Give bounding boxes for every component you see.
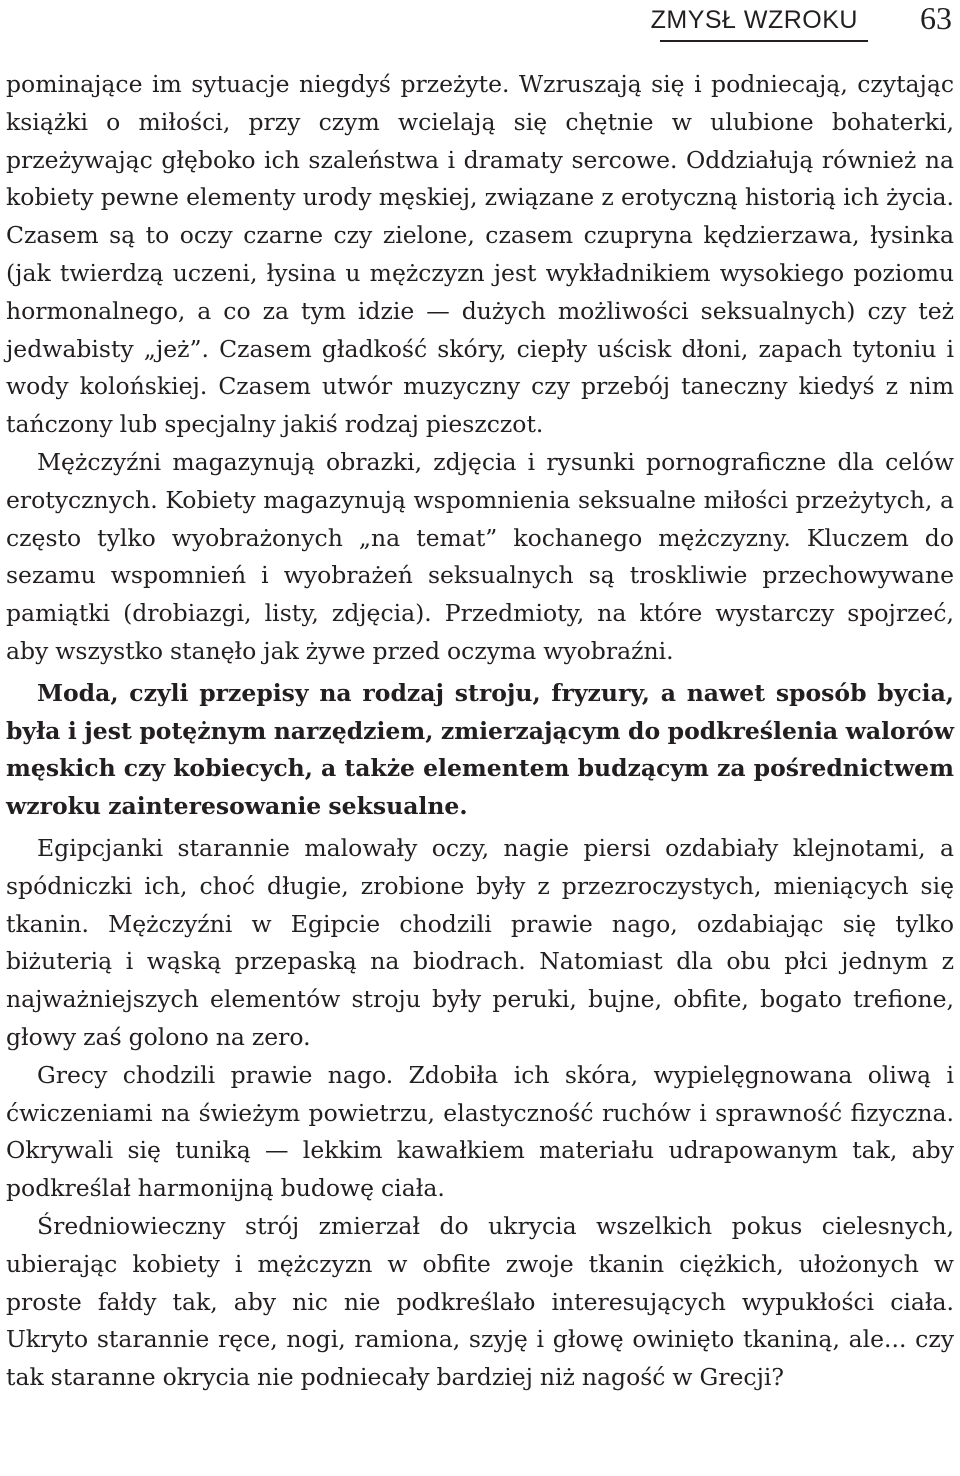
page-number: 63 bbox=[920, 0, 952, 36]
page-body bbox=[6, 66, 954, 1397]
running-head: ZMYSŁ WZROKU bbox=[650, 6, 858, 34]
page-header bbox=[0, 0, 960, 44]
paragraph-emphasis: Moda, czyli przepisy na rodzaj stroju, fryzury, a nawet sposób bycia, była i jest potężnym narzędziem, zmierzającym do podkreślenia walorów męskich czy kobiecych, a także elementem budzącym za pośrednictwem wzroku zainteresowanie seksualne. bbox=[6, 678, 954, 821]
header-rule bbox=[660, 40, 868, 42]
paragraph: Średniowieczny strój zmierzał do ukrycia wszelkich pokus cielesnych, ubierając kobiety i mężczyzn w obfite zwoje tkanin ciężkich, ułożonych w proste fałdy tak, aby nic nie podkreślało interesujących wypukłości ciała. Ukryto starannie ręce, nogi, ramiona, szyję i głowę owinięto tkaniną, ale... czy tak staranne okrycia nie podniecały bardziej niż nagość w Grecji? bbox=[6, 1211, 954, 1392]
paragraph: Egipcjanki starannie malowały oczy, nagie piersi ozdabiały klejnotami, a spódniczki ich, choć długie, zrobione były z przezroczystych, mieniących się tkanin. Mężczyźni w Egipcie chodzili prawie nago, ozdabiając się tylko biżuterią i wąską przepaską na biodrach. Natomiast dla obu płci jednym z najważniejszych elementów stroju były peruki, bujne, obfite, bogato trefione, głowy zaś golono na zero. bbox=[6, 833, 954, 1051]
paragraph-continuation: pominające im sytuacje niegdyś przeżyte. Wzruszają się i podniecają, czytając książki o miłości, przy czym wcielają się chętnie w ulubione bohaterki, przeżywając głęboko ich szaleństwa i dramaty sercowe. Oddziałują również na kobiety pewne elementy urody męskiej, związane z erotyczną historią ich życia. Czasem są to oczy czarne czy zielone, czasem czupryna kędzierzawa, łysinka (jak twierdzą uczeni, łysina u mężczyzn jest wykładnikiem wysokiego poziomu hormonalnego, a co za tym idzie — dużych możliwości seksualnych) czy też jedwabisty „jeż”. Czasem gładkość skóry, ciepły uścisk dłoni, zapach tytoniu i wody kolońskiej. Czasem utwór muzyczny czy przebój taneczny kiedyś z nim tańczony lub specjalny jakiś rodzaj pieszczot. bbox=[6, 70, 954, 439]
paragraph: Grecy chodzili prawie nago. Zdobiła ich skóra, wypielęgnowana oliwą i ćwiczeniami na świeżym powietrzu, elastyczność ruchów i sprawność fizyczna. Okrywali się tuniką — lekkim kawałkiem materiału udrapowanym tak, aby podkreślał harmonijną budowę ciała. bbox=[6, 1060, 954, 1203]
paragraph: Mężczyźni magazynują obrazki, zdjęcia i rysunki pornograficzne dla celów erotycznych. Kobiety magazynują wspomnienia seksualne miłości przeżytych, a często tylko wyobrażonych „na temat” kochanego mężczyzny. Kluczem do sezamu wspomnień i wyobrażeń seksualnych są troskliwie przechowywane pamiątki (drobiazgi, listy, zdjęcia). Przedmioty, na które wystarczy spojrzeć, aby wszystko stanęło jak żywe przed oczyma wyobraźni. bbox=[6, 447, 954, 665]
